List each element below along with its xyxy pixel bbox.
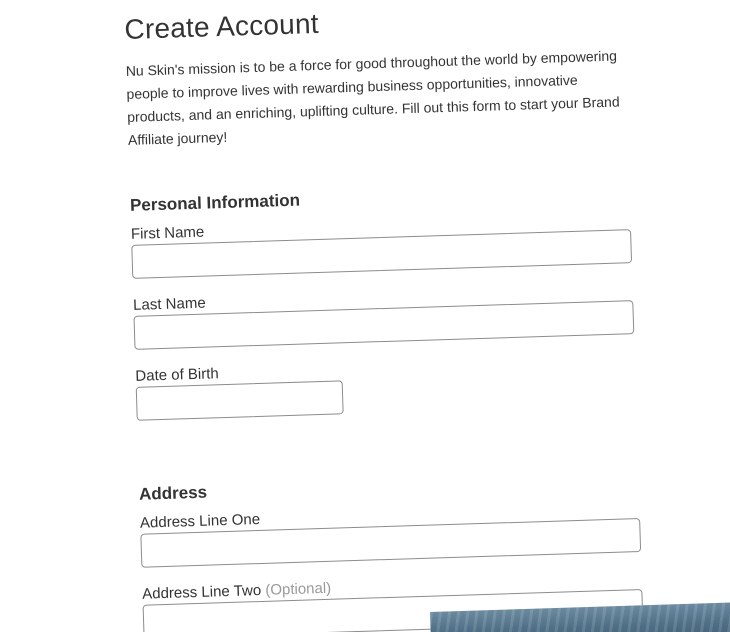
last-name-label: Last Name (132, 294, 206, 314)
address-line-one-label: Address Line One (139, 510, 261, 532)
intro-text: Nu Skin's mission is to be a force for good throughout the world by empowering people to improve lives with rewarding business opportunities, innovative products, and an enriching, uplifting culture. Fill out this form to start your Brand Affiliate journey! (125, 47, 620, 148)
date-of-birth-input[interactable] (136, 380, 344, 420)
address-line-one-field (140, 498, 681, 568)
address-heading: Address (138, 482, 208, 504)
personal-information-heading: Personal Information (129, 190, 301, 215)
page-title: Create Account (124, 7, 320, 45)
first-name-label: First Name (130, 223, 205, 243)
first-name-field (131, 209, 672, 279)
personal-information-section (130, 179, 677, 421)
last-name-field (133, 280, 674, 350)
address-line-two-label-text: Address Line Two (141, 581, 262, 603)
date-of-birth-field (135, 351, 676, 421)
date-of-birth-label: Date of Birth (135, 365, 219, 385)
create-account-form (124, 0, 683, 632)
optional-tag: (Optional) (265, 579, 332, 599)
